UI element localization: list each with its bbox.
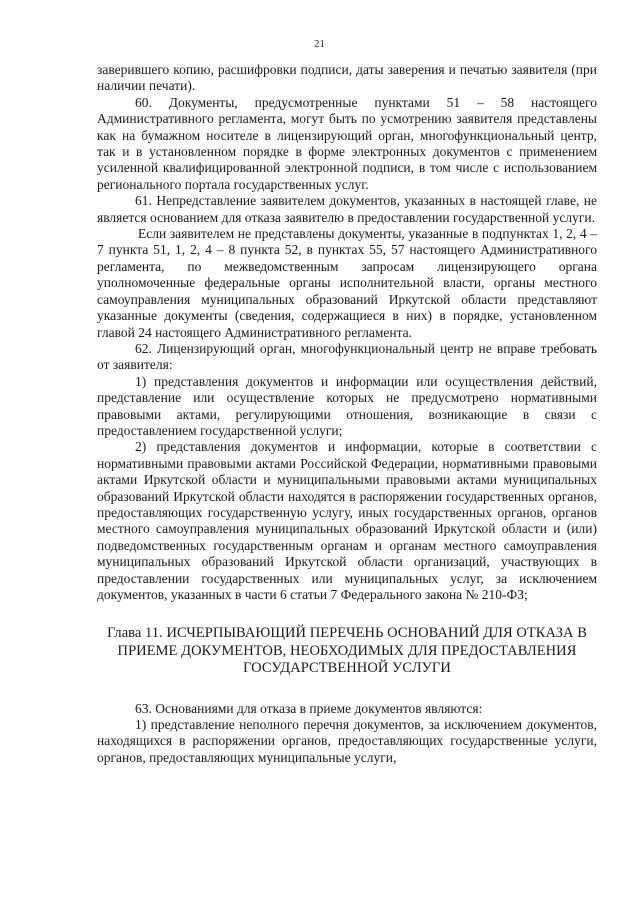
document-body <box>97 62 597 766</box>
page-number: 21 <box>314 38 325 50</box>
paragraph-61: 61. Непредставление заявителем документов, указанных в настоящей главе, не является основанием для отказа заявителю в предоставлении государственной услуги. <box>97 193 597 225</box>
chapter-heading: Глава 11. ИСЧЕРПЫВАЮЩИЙ ПЕРЕЧЕНЬ ОСНОВАНИЙ ДЛЯ ОТКАЗА В ПРИЕМЕ ДОКУМЕНТОВ, НЕОБХОДИМЫХ ДЛЯ ПРЕДОСТАВЛЕНИЯ ГОСУДАРСТВЕННОЙ УСЛУГИ <box>107 625 587 677</box>
paragraph-continuation: заверившего копию, расшифровки подписи, даты заверения и печатью заявителя (при наличии печати). <box>97 62 597 94</box>
paragraph-62-item-1: 1) представления документов и информации или осуществления действий, представление или осуществление которых не предусмотрено нормативными правовыми актами, регулирующими отношения, возникающие в связи с предоставлением государственной услуги; <box>97 373 597 438</box>
paragraph-63: 63. Основаниями для отказа в приеме документов являются: <box>135 700 483 716</box>
paragraph-60: 60. Документы, предусмотренные пунктами 51 – 58 настоящего Административного регламента, могут быть по усмотрению заявителя представлены как на бумажном носителе в лицензирующий орган, многофункциональный центр, так и в установленном порядке в форме электронных документов с применением усиленной квалифицированной электронной подписи, в том числе с использованием регионального портала государственных услуг. <box>97 94 597 192</box>
paragraph-63-item-1: 1) представление неполного перечня документов, за исключением документов, находящихся в распоряжении органов, предоставляющих государственные услуги, органов, предоставляющих муниципальные услуги, <box>97 717 597 765</box>
paragraph-62-item-2: 2) представления документов и информации, которые в соответствии с нормативными правовыми актами Российской Федерации, нормативными правовыми актами Иркутской области и муниципальными правовыми актами муниципальных образований Иркутской области находятся в распоряжении государственных органов, предоставляющих государственную услугу, иных государственных органов, органов местного самоуправления муниципальных образований Иркутской области и (или) подведомственных государственным органам и органам местного самоуправления муниципальных образований Иркутской области организаций, участвующих в предоставлении государственных или муниципальных услуг, за исключением документов, указанных в части 6 статьи 7 Федерального закона № 210-ФЗ; <box>97 439 597 602</box>
paragraph-61-continued: Если заявителем не представлены документы, указанные в подпунктах 1, 2, 4 – 7 пункта 51, 1, 2, 4 – 8 пункта 52, в пунктах 55, 57 настоящего Административного регламента, по межведомственным запросам лицензирующего органа уполномоченные федеральные органы исполнительной власти, органы местного самоуправления муниципальных образований Иркутской области представляют указанные документы (сведения, содержащиеся в них) в порядке, установленном главой 24 настоящего Административного регламента. <box>97 226 597 340</box>
paragraph-62: 62. Лицензирующий орган, многофункциональный центр не вправе требовать от заявителя: <box>97 340 597 373</box>
